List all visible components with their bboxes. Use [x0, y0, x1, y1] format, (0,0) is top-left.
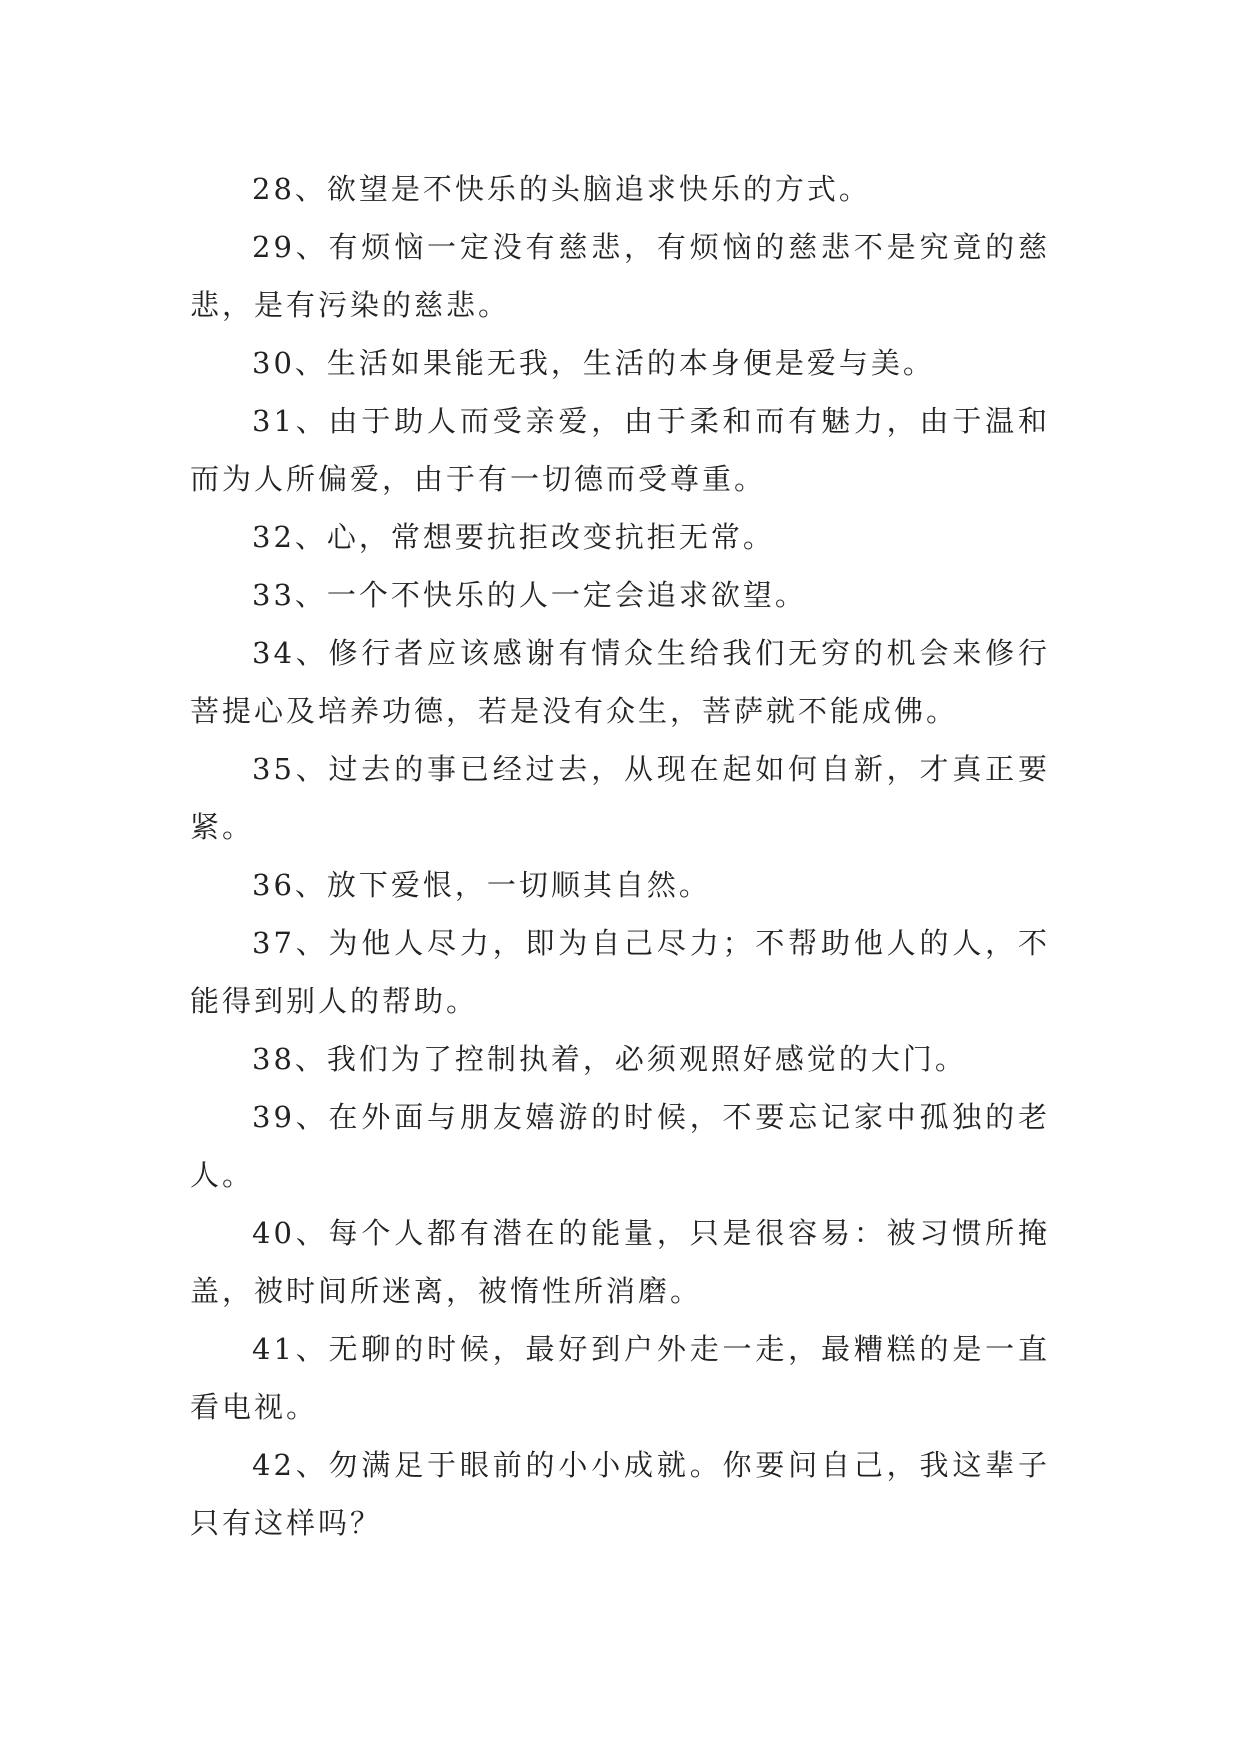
paragraph-33: 33、一个不快乐的人一定会追求欲望。 [252, 578, 807, 612]
paragraph-42: 42、勿满足于眼前的小小成就。你要问自己，我这辈子只有这样吗？ [190, 1448, 1050, 1540]
paragraph-32: 32、心，常想要抗拒改变抗拒无常。 [252, 520, 775, 554]
document-body [190, 160, 1050, 1552]
paragraph-37: 37、为他人尽力，即为自己尽力；不帮助他人的人，不能得到别人的帮助。 [190, 926, 1050, 1018]
paragraph-38: 38、我们为了控制执着，必须观照好感觉的大门。 [252, 1042, 967, 1076]
paragraph-39: 39、在外面与朋友嬉游的时候，不要忘记家中孤独的老人。 [190, 1100, 1050, 1192]
paragraph-29: 29、有烦恼一定没有慈悲，有烦恼的慈悲不是究竟的慈悲，是有污染的慈悲。 [190, 230, 1050, 322]
paragraph-30: 30、生活如果能无我，生活的本身便是爱与美。 [252, 346, 935, 380]
paragraph-41: 41、无聊的时候，最好到户外走一走，最糟糕的是一直看电视。 [190, 1332, 1050, 1424]
paragraph-31: 31、由于助人而受亲爱，由于柔和而有魅力，由于温和而为人所偏爱，由于有一切德而受尊重。 [190, 404, 1050, 496]
paragraph-28: 28、欲望是不快乐的头脑追求快乐的方式。 [252, 172, 871, 206]
paragraph-34: 34、修行者应该感谢有情众生给我们无穷的机会来修行菩提心及培养功德，若是没有众生，菩萨就不能成佛。 [190, 636, 1050, 728]
paragraph-40: 40、每个人都有潜在的能量，只是很容易：被习惯所掩盖，被时间所迷离，被惰性所消磨。 [190, 1216, 1050, 1308]
paragraph-36: 36、放下爱恨，一切顺其自然。 [252, 868, 711, 902]
paragraph-35: 35、过去的事已经过去，从现在起如何自新，才真正要紧。 [190, 752, 1050, 844]
